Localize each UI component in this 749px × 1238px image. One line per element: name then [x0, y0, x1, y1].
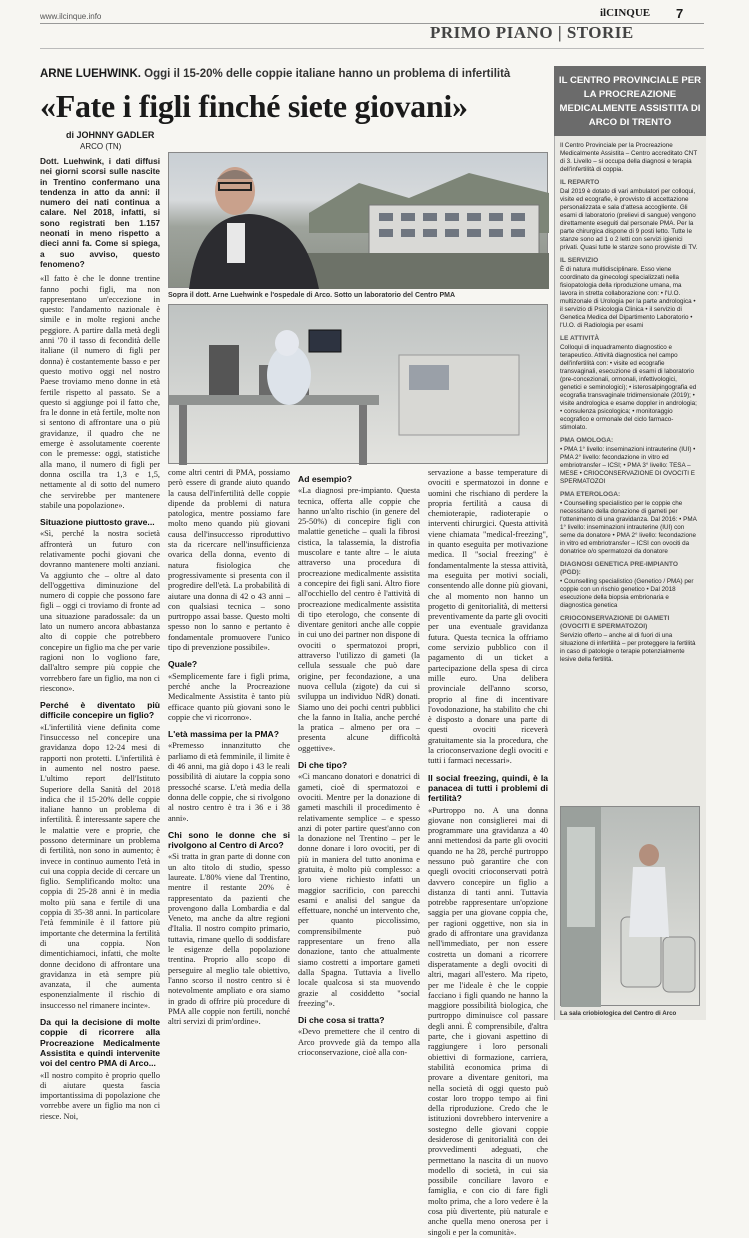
answer-paragraph-3: «L'infertilità viene definita come l'insuccesso nel concepire una gravidanza dopo 12-24 mesi di rapporti non protetti. L'infertilità è in aumento nel nostro paese. L'ultimo report dell'Istituto Superiore della Sanità del 2018 indica che il 15-20% delle coppie italiane hanno un problema di infertilità. È interessante sapere che le malattie vere e proprie, che possono determinare un problema di fertilità, non sono in aumento; è invece in continuo aumento l'età in cui una coppia decide di cercare un figlio. Semplificando molto: una coppia di 25-28 anni è in media molto più sana e fertile di una coppia di 35-38 anni. In particolare l'età femminile è il fattore più importante che determina la fertilità di una coppia. Non dimentichiamoci, infatti, che molte donne decidono di affrontare una gravidanza in età sempre più avanzata, il che aumenta esponenzialmente il rischio di insuccesso nel rimanere incinte». [40, 722, 160, 1010]
sidebar-attivita: Colloqui di inquadramento diagnostico e terapeutico. Attività diagnostica nel campo dell'infertilità con: • visite ed ecografie transvaginali, esecuzione di esami di laboratorio (pre-concezionali, ormonali, infettivologici, genetici e seminologici); • isterosalpingografia ed ecografia transvaginale tridimensionale (2019); • visite andrologica e esame doppler in andrologia; • consulenza psicologica; • monitoraggio ecografico e ormonale del ciclo farmaco-stimolato. [560, 344, 697, 431]
section-heading: PRIMO PIANO | STORIE [430, 23, 634, 42]
subhead-chi: Chi sono le donne che si rivolgono al Centro di Arco? [168, 829, 290, 851]
dateline-place: ARCO (TN) [80, 142, 122, 151]
section-rule [40, 48, 704, 49]
col4-paragraph-1: servazione a basse temperature di ovociti e spermatozoi in donne e uomini che rischiano di perdere la propria fertilità a causa di chemioterapie, radioterapie o interventi chirurgici. Questa attività viene chiamata "medical-freezing", in quanto eseguita per motivazione medica. Il "social freezing" è fondamentalmente la stessa attività, ma eseguita per motivi sociali, consentendo alle donne più giovani, che al momento non hanno un progetto di genitorialità, di mettersi preventivamente da parte gli ovociti per una eventuale gravidanza futura. Questa tecnica la offriamo come servizio pubblico con il pagamento di un ticket a partecipazione della spesa di circa mille euro. Una delibera provinciale dell'anno scorso, proprio al fine di incentivare l'ovodonazione, ha stabilito che chi è disposto a donare una parte di questi ovociti riceverà gratuitamente sia la procedura, che la crioconservazione degli ovociti e tutti i farmaci necessari». [428, 468, 548, 766]
paper-name: ilCINQUE [600, 7, 651, 19]
sidebar-h-crio: CRIOCONSERVAZIONE DI GAMETI (OVOCITI E SPERMATOZOI) [560, 615, 670, 630]
byline: di JOHNNY GADLER [66, 130, 155, 140]
kicker-text: Oggi il 15-20% delle coppie italiane hanno un problema di infertilità [144, 68, 511, 80]
laboratory-illustration [169, 305, 549, 465]
subhead-cosa: Di che cosa si tratta? [298, 1015, 385, 1026]
subhead-decisione: Da qui la decisione di molte coppie di ricorrere alla Procreazione Medicalmente Assistita e quindi intervenite voi del centro PMA di Arco... [40, 1017, 160, 1069]
sidebar-omologa: • PMA 1° livello: inseminazioni intrauterine (IUI) • PMA 2° livello: fecondazione in vitro ed embriotransfer – ICSI; • PMA 3° livello: TESA – MESE • CRIOCONSERVAZIONE DI OVOCITI E SPERMATOZOI [560, 446, 696, 485]
sidebar-h-servizio: IL SERVIZIO [560, 257, 599, 264]
col2-paragraph-2: «Semplicemente fare i figli prima, perché anche la Procreazione Medicalmente Assistita è tanto più efficace quanto più giovani sono le coppie che vi ricorrono». [168, 671, 290, 722]
doctor-hospital-illustration [169, 153, 549, 289]
col2-paragraph-3: «Premesso innanzitutto che parliamo di età femminile, il limite è di 46 anni, ma già dopo i 43 le reali possibilità di aiutare la coppia sono pressoché scarse. L'età media della donna delle coppie, che si rivolgono al nostro centro è tra i 36 e i 38 anni». [168, 741, 290, 823]
col3-paragraph-1: «La diagnosi pre-impianto. Questa tecnica, offerta alle coppie che hanno un'alto rischio (in genere del 25-50%) di concepire figli con malattie genetiche – quali la fibrosi cistica, la talassemia, la distrofia muscolare e tante altre – le aiuta attraverso una procedura di procreazione medicalmente assistita a concepire dei figli sani. Altro fiore all'occhiello del centro è l'attività di procreazione medicalmente assistita di tipo eterologo, che consente di diventare genitori anche alle coppie in cui uno dei partner non dispone di ovociti o spermatozoi propri, attraverso l'utilizzo di gameti (la cellula sessuale che può dare origine, per fecondazione, a una nuova cellula (zigote) da cui si sviluppa un individuo NdR) donati. Siamo uno dei pochi centri pubblici che la fanno in Italia, anche perché la pratica – almeno per ora – presenta alcune difficoltà oggettive». [298, 486, 420, 753]
article-column-4 [428, 468, 548, 1237]
subhead-difficile: Perché è diventato più difficile concepire un figlio? [40, 700, 160, 721]
sidebar-h-reparto: IL REPARTO [560, 179, 600, 186]
col2-paragraph-1: come altri centri di PMA, possiamo però essere di grande aiuto quando la causa dell'infertilità delle coppie dipende da problemi di natura patologica, mentre possiamo fare molto meno quando più giovani causa dell'insuccesso riproduttivo sta da ricercare nell'insufficienza ovarica della donna, evento di natura fisiologica che progressivamente si presenta con il progredire dell'età. La probabilità di aiutare una donna di 42 o 43 anni – con qualsiasi tecnica – sono purtroppo assai basse. Questo molti spesso non lo sanno e pertanto è fondamentale promuovere l'unico tipo di prevenzione possibile». [168, 468, 290, 653]
subhead-esempio: Ad esempio? [298, 474, 352, 484]
kicker-name: ARNE LUEHWINK. [40, 68, 141, 80]
subhead-tipo: Di che tipo? [298, 760, 348, 771]
col3-paragraph-2: «Ci mancano donatori e donatrici di gameti, cioè di spermatozoi e ovociti. Mentre per la donazione di gameti maschili il procedimento è relativamente semplice – e spesso anzi di poter partire quest'anno con la donazione nel Trentino – per le donne donare i loro ovociti, per di più in maniera del tutto anonima e gratuita, è molto più complesso: a loro viene richiesto infatti un maggior sacrificio, con parecchi esami e analisi del sangue da effettuare, nonché un intervento che, per quanto piccolissimo, comprensibilmente può rappresentare un freno alla donazione, tanto che attualmente siamo costretti a importare gameti dalla Spagna. Tuttavia a livello locale qualcosa si sta muovendo grazie al cosiddetto "social freezing"». [298, 772, 420, 1008]
subhead-quale: Quale? [168, 659, 198, 670]
answer-paragraph-2: «Sì, perché la nostra società affronterà un futuro con relativamente pochi giovani che dovranno mantenere molti anziani. Va aggiunto che – oltre al dato dell'oggettiva diminuzione del numero di coppie che possono fare figli – oggi ci troviamo di fronte ad una situazione paradossale: da un lato un numero ancora abbastanza alto di coppie che potrebbero concepire un figlio ma che per varie ragioni non lo vogliono fare, dall'altro sempre più coppie che vorrebbero fare un figlio, ma non ci riescono». [40, 529, 160, 693]
laboratory-photo [168, 304, 548, 464]
sidebar-h-attivita: LE ATTIVITÀ [560, 335, 600, 342]
sidebar-h-omologa: PMA OMOLOGA: [560, 437, 614, 444]
col4-paragraph-2: «Purtroppo no. A una donna giovane non consiglierei mai di programmare una gravidanza a 40 anni mettendosi da parte gli ovociti quando ne ha 28, perché purtroppo nessuno può garantire che con quegli ovociti crioconservati potrà davvero concepire un figlio a distanza di tanti anni. Tuttavia potrebbe rappresentare un'opzione saggia per una giovane coppia che, per ragioni oggettive, non sia in grado di affrontare una gravidanza nell'immediato, per non essere costretta un domani a ricorrere disperatamente a degli ovociti di altri, magari all'estero. Ma ripeto, per me l'ideale è che le coppie facciano i figli quando ne hanno la maggiore possibilità biologica, che purtroppo diminuisce col passare degli anni. È comprensibile, d'altra parte, che i giovani aspettino di raggiungere i loro personali obiettivi di formazione, carriera, stabilità economica prima di provare a diventare genitori, ma nella società di oggi questo può costar loro troppo tempo ai fini della riproduzione. Credo che le istituzioni dovrebbero intervenire a sostegno delle giovani coppie desiderose di genitorialità con dei provvedimenti adeguati, che permettano la nascita di un nuovo modello di società, in cui sia possibile conciliare lavoro e famiglia, e con cio di fare figli molto prima, che a loro vedere è la cosa più divertente, più naturale e anche quella meno onerosa per i singoli e per la comunità». [428, 805, 548, 1237]
article-column-1 [40, 156, 160, 1121]
article-kicker [40, 68, 540, 80]
sidebar-eterologa: • Counselling specialistico per le coppie che necessitano della donazione di gameti per l'ottenimento di una gravidanza. Dal 2016: • PMA 1° livello: inseminazioni intrauterine (IUI) con seme da donatore • PMA 2° livello: fecondazione in vitro ed embriotransfer – ICSI con ovociti da donatrice o/o spermatozoi da donatore [560, 500, 697, 555]
sidebar-h-eterologa: PMA ETEROLOGA: [560, 491, 621, 498]
sidebar-intro: Il Centro Provinciale per la Procreazione Medicalmente Assistita – Centro accreditato CNT di 3. Livello – si occupa della diagnosi e terapia dell'infertilità di coppia. [560, 142, 698, 173]
subhead-eta: L'età massima per la PMA? [168, 729, 279, 740]
sidebar-servizio: È di natura multidisciplinare. Esso viene coordinato da ginecologi specializzati nella fisiopatologia della riproduzione umana, ma lavora in stretta collaborazione con: • l'U.O. multizonale di Urologia per la parte andrologica • il servizio di Psicologia Clinica • il servizio di Genetica Medica del Dipartimento Laboratorio • l'U.O. di Radiologia per esami [560, 266, 696, 329]
sidebar-reparto: Dal 2019 è dotato di vari ambulatori per colloqui, visite ed ecografie, è provvisto di accettazione personalizzata e sala d'attesa accogliente. Gli esami di laboratorio (prelievi di sangue) vengono direttamente eseguiti dal personale PMA. Per la parte chirurgica dispone di 9 posti letto. Tutte le stanze sono ad 1 o 2 letti con servizi igienici privati. Quasi tutte le stanze sono provviste di TV. [560, 188, 698, 251]
website-url: www.ilcinque.info [40, 12, 102, 21]
col3-paragraph-3: «Devo premettere che il centro di Arco provvede già da tempo alla crioconservazione, cioè alla con- [298, 1027, 420, 1058]
cryo-room-illustration [561, 807, 701, 1007]
article-column-3 [298, 468, 420, 1058]
sidebar-h-diagnosi: DIAGNOSI GENETICA PRE-IMPIANTO (PGD): [560, 561, 678, 576]
doctor-hospital-photo [168, 152, 548, 288]
col2-paragraph-4: «Si tratta in gran parte di donne con un alto titolo di studio, spesso laureate. L'80% viene dal Trentino, mentre il restante 20% è rappresentato da pazienti che provengono dalla Lombardia e dal Veneto, ma anche da altre regioni d'Italia. Il nostro compito primario, tuttavia, rimane quello di soddisfare le esigenze della popolazione trentina. Proprio allo scopo di perseguire al meglio tale obiettivo, l'anno scorso il nostro centro si è notevolmente ampliato e ora siamo in grado di offrire più procedure di PMA alle coppie non fertili, nonché altri servizi di prim'ordine». [168, 852, 290, 1027]
cryo-photo-caption: La sala criobiologica del Centro di Arco [560, 1010, 677, 1017]
article-column-2 [168, 468, 290, 1027]
sidebar-text [560, 142, 700, 802]
sidebar-diagnosi: • Counselling specialistico (Genetico / PMA) per coppie con un rischio genetico • Dal 2018 esecuzione della biopsia embrionaria e diagnostica genetica [560, 578, 694, 609]
sidebar-crio: Servizio offerto – anche al di fuori di una situazione di infertilità – per proteggere la fertilità in caso di patologie o terapie potenzialmente lesive della fertilità. [560, 632, 696, 663]
lead-question: Dott. Luehwink, i dati diffusi nei giorni scorsi sulle nascite in Trentino confermano una tendenza in atto da anni: il numero dei nati continua a calare. Nel 2018, infatti, si sono registrati ben 1.157 neonati in meno rispetto a dieci anni fa. Come si spiega, a suo avviso, questo fenomeno? [40, 156, 160, 269]
article-title: «Fate i figli finché siete giovani» [40, 88, 468, 124]
subhead-freezing: Il social freezing, quindi, è la panacea di tutti i problemi di fertilità? [428, 772, 548, 804]
answer-paragraph-1: «Il fatto è che le donne trentine fanno pochi figli, ma non rappresentano un'eccezione in questo: l'andamento nazionale è simile e in molte regioni anche peggiore. A partire dalla metà degli anni '70 il tasso di fecondità delle italiane (il numero di figli per donna) è costantemente basso e per questo motivo oggi nel nostro Paese troviamo meno donne in età fertile rispetto al passato. Se a questo si aggiunge poi il fatto che, fra le donne in età fertile, molte non si sentono di affrontare una o più gravidanze, il quadro che ne emerge è assolutamente coerente con le premesse: oggi, statistiche alla mano, il numero di figli per donna oscilla tra 1,3 e 1,5, nettamente al di sotto del numero che servirebbe per mantenere stabile una popolazione». [40, 274, 160, 510]
page-number: 7 [676, 6, 684, 21]
subhead-grave: Situazione piuttosto grave... [40, 517, 155, 528]
photo1-caption: Sopra il dott. Arne Luehwink e l'ospedale di Arco. Sotto un laboratorio del Centro PMA [168, 292, 455, 299]
answer-paragraph-4: «Il nostro compito è proprio quello di aiutare questa fascia importantissima di popolazione che vorrebbe avere un figlio ma non ci riesce. Noi, [40, 1070, 160, 1121]
sidebar-title: IL CENTRO PROVINCIALE PER LA PROCREAZIONE MEDICALMENTE ASSISTITA DI ARCO DI TRENTO [554, 66, 706, 136]
cryo-room-photo [560, 806, 700, 1006]
